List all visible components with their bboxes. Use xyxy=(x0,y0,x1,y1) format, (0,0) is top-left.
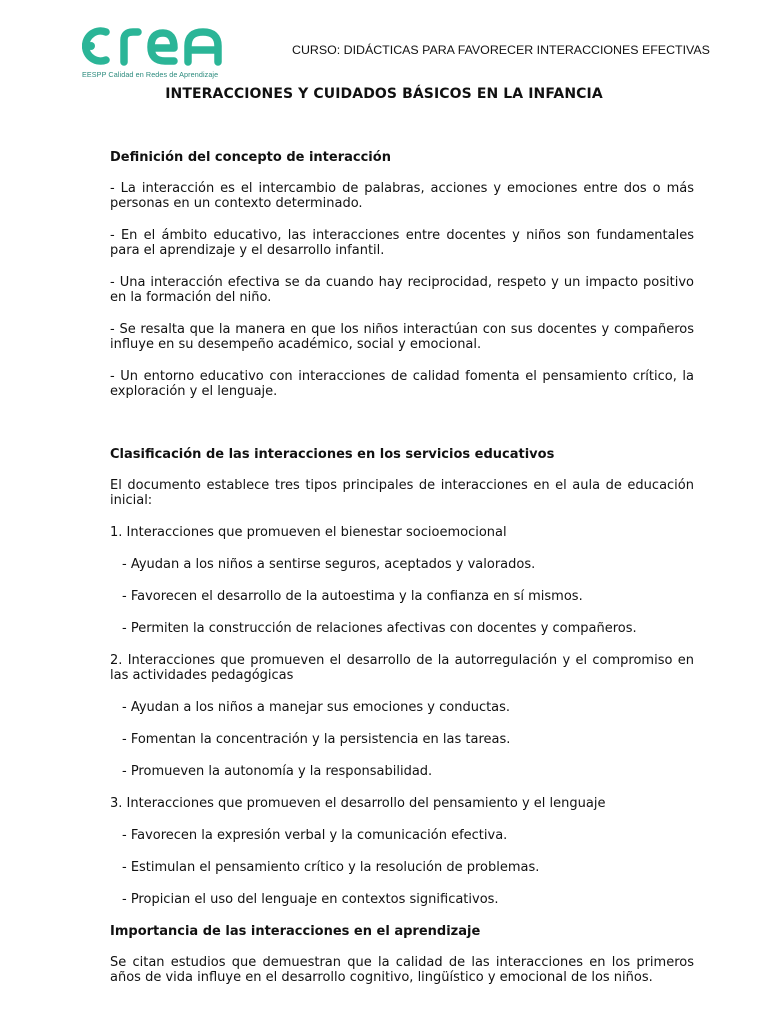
logo-subtitle: EESPP Calidad en Redes de Aprendizaje xyxy=(82,70,219,79)
paragraph: El documento establece tres tipos principales de interacciones en el aula de educación inicial: xyxy=(110,478,694,508)
paragraph: - La interacción es el intercambio de palabras, acciones y emociones entre dos o más personas en un contexto determinado. xyxy=(110,181,694,211)
document-body xyxy=(110,150,694,985)
list-item-type: 3. Interacciones que promueven el desarrollo del pensamiento y el lenguaje xyxy=(110,796,606,811)
crea-logo-icon xyxy=(82,24,232,70)
course-label: CURSO: DIDÁCTICAS PARA FAVORECER INTERACCIONES EFECTIVAS xyxy=(292,43,710,57)
paragraph: - Se resalta que la manera en que los niños interactúan con sus docentes y compañeros influye en su desempeño académico, social y emocional. xyxy=(110,322,694,352)
list-item: - Estimulan el pensamiento crítico y la resolución de problemas. xyxy=(122,860,540,875)
list-item: - Ayudan a los niños a sentirse seguros, aceptados y valorados. xyxy=(122,557,536,572)
page-header xyxy=(0,0,768,84)
crea-logo xyxy=(82,24,232,84)
paragraph: - En el ámbito educativo, las interacciones entre docentes y niños son fundamentales para el aprendizaje y el desarrollo infantil. xyxy=(110,228,694,258)
list-item: - Permiten la construcción de relaciones afectivas con docentes y compañeros. xyxy=(122,621,637,636)
paragraph: Se citan estudios que demuestran que la calidad de las interacciones en los primeros años de vida influye en el desarrollo cognitivo, lingüístico y emocional de los niños. xyxy=(110,955,694,985)
section-heading: Clasificación de las interacciones en los servicios educativos xyxy=(110,447,555,462)
list-item: - Favorecen el desarrollo de la autoestima y la confianza en sí mismos. xyxy=(122,589,583,604)
paragraph: - Un entorno educativo con interacciones de calidad fomenta el pensamiento crítico, la exploración y el lenguaje. xyxy=(110,369,694,399)
list-item: - Fomentan la concentración y la persistencia en las tareas. xyxy=(122,732,511,747)
list-item: - Favorecen la expresión verbal y la comunicación efectiva. xyxy=(122,828,508,843)
list-item-type: 2. Interacciones que promueven el desarrollo de la autorregulación y el compromiso en las actividades pedagógicas xyxy=(110,653,694,683)
list-item: - Ayudan a los niños a manejar sus emociones y conductas. xyxy=(122,700,511,715)
section-heading: Importancia de las interacciones en el aprendizaje xyxy=(110,924,481,939)
section-heading: Definición del concepto de interacción xyxy=(110,150,391,165)
document-title: INTERACCIONES Y CUIDADOS BÁSICOS EN LA INFANCIA xyxy=(165,86,603,102)
list-item: - Propician el uso del lenguaje en contextos significativos. xyxy=(122,892,499,907)
paragraph: - Una interacción efectiva se da cuando hay reciprocidad, respeto y un impacto positivo en la formación del niño. xyxy=(110,275,694,305)
list-item-type: 1. Interacciones que promueven el bienestar socioemocional xyxy=(110,525,507,540)
list-item: - Promueven la autonomía y la responsabilidad. xyxy=(122,764,433,779)
